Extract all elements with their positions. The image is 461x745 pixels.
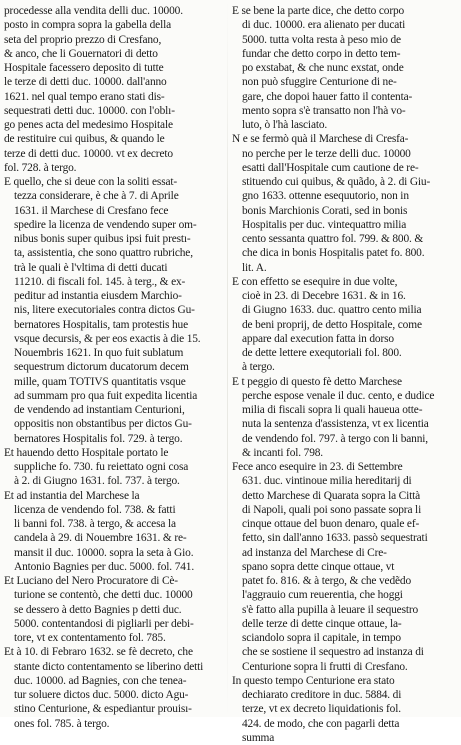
text-line: cinque ottaue del buon denaro, quale ef- bbox=[242, 518, 420, 530]
text-line: nibus bonis super quibus ipsi fuit prestı- bbox=[14, 233, 191, 245]
text-line: E con effetto se esequire in due volte, bbox=[232, 275, 398, 288]
text-column-left bbox=[4, 4, 224, 731]
text-line: mille, quam TOTIVS quantitatis vsque bbox=[14, 375, 186, 388]
text-line: fol. 728. à tergo. bbox=[4, 161, 77, 174]
text-line: delle terze di dette cinque ottaue, la- bbox=[242, 617, 402, 630]
text-line: seta del proprio prezzo di Cresfano, bbox=[4, 33, 162, 46]
text-line: & anco, che li Gouernatori di detto bbox=[4, 47, 158, 60]
text-line: mansit il duc. 10000. sopra la seta à Gio. bbox=[14, 546, 194, 559]
text-line: tur soluere dictos duc. 5000. dicto Agu- bbox=[14, 689, 189, 701]
text-line: di duc. 10000. era alienato per ducati bbox=[242, 19, 406, 32]
text-line: bernatores Hospitalis fol. 729. à tergo. bbox=[14, 432, 183, 445]
text-line: vsque decursis, & per eos exactis à die 15. bbox=[14, 332, 201, 345]
text-line: milia di fiscali sopra li quali haueua otte- bbox=[242, 404, 423, 416]
text-line: ones fol. 785. à tergo. bbox=[14, 717, 110, 730]
text-line: nuta la sentenza d'assistenza, vt ex licentia bbox=[242, 418, 429, 431]
text-line: tezza considerare, è che à 7. di Aprile bbox=[14, 190, 179, 203]
text-line: 11210. di fiscali fol. 145. à terg., & ex- bbox=[14, 275, 186, 288]
text-line: Et Luciano del Nero Procuratore di Cè- bbox=[4, 575, 178, 587]
text-line: po exstabat, & che nunc exstat, onde bbox=[242, 62, 404, 74]
text-line: cento sessanta quattro fol. 799. & 800. & bbox=[242, 233, 424, 245]
text-line: terze di detti duc. 10000. vt ex decreto bbox=[4, 147, 173, 160]
text-line: sequestrum dictorum ducatorum decem bbox=[14, 361, 189, 374]
text-line: Et à 10. di Febraro 1632. se fè decreto, che bbox=[4, 646, 193, 659]
text-line: lit. A. bbox=[242, 261, 267, 274]
text-column-right bbox=[232, 4, 458, 745]
text-line: luto, ò l'hà lasciato. bbox=[242, 119, 328, 131]
text-line: spedire la licenza de vendendo super om- bbox=[14, 218, 197, 231]
text-line: Et ad instantia del Marchese la bbox=[4, 489, 140, 502]
text-line: dechiarato creditore in duc. 5884. di bbox=[242, 689, 402, 701]
text-line: gare, che dopoi hauer fatto il contenta- bbox=[242, 90, 413, 103]
text-line: à 2. di Giugno 1631. fol. 737. à tergo. bbox=[14, 475, 180, 488]
text-line: terze, vt ex decreto liquidationis fol. bbox=[242, 703, 401, 716]
text-line: che se sostiene il sequestro ad instanza di bbox=[242, 646, 424, 659]
text-line: fundar che detto corpo in detto tem- bbox=[242, 47, 401, 60]
text-line: non può sfuggire Centurione di ne- bbox=[242, 76, 397, 89]
text-line: 5000. contentandosi di pigliarli per debi- bbox=[14, 617, 194, 630]
text-line: nis, litere executoriales contra dictos Gu- bbox=[14, 304, 195, 317]
column-gutter bbox=[227, 0, 228, 717]
text-line: appare dal execution fatta in dorso bbox=[242, 332, 394, 345]
text-line: turione se contentò, che detti duc. 10000 bbox=[14, 589, 193, 602]
text-line: 424. de modo, che con pagarli detta bbox=[242, 717, 400, 730]
text-line: bernatores Hospitalis, tam protestis hue bbox=[14, 318, 188, 331]
text-line: trà le quali è l'vltima di detti ducati bbox=[14, 261, 168, 274]
text-line: no perche per le terze delli duc. 10000 bbox=[242, 147, 411, 160]
text-line: à tergo. bbox=[242, 361, 275, 374]
text-line: procedesse alla vendita delli duc. 10000. bbox=[4, 5, 183, 17]
text-line: esatti dall'Hospitale cum cautione de re- bbox=[242, 161, 419, 174]
text-line: N e se fermò quà il Marchese di Cresfa- bbox=[232, 133, 409, 146]
text-line: de vendendo fol. 797. à tergo con li banni, bbox=[242, 432, 428, 445]
text-line: Antonio Bagnies per duc. 5000. fol. 741. bbox=[14, 560, 195, 573]
text-line: & incanti fol. 798. bbox=[242, 446, 323, 459]
text-line: li banni fol. 738. à tergo, & accesa la bbox=[14, 518, 176, 530]
text-line: detto Marchese di Quarata sopra la Città bbox=[242, 489, 421, 502]
text-line: tore, vt ex contentamento fol. 785. bbox=[14, 632, 166, 644]
text-line: peditur ad instantia eiusdem Marchio- bbox=[14, 290, 182, 302]
text-line: spano sopra dette cinque ottaue, vt bbox=[242, 560, 395, 573]
text-line: ad summam pro qua fuit expedita licentia bbox=[14, 389, 198, 402]
text-line: fetto, sin dall'anno 1633. passò sequestrati bbox=[242, 532, 428, 545]
text-line: perche espose venale il duc. cento, e dudice bbox=[242, 389, 435, 402]
text-line: gno 1633. ottenne esequutorio, non in bbox=[242, 190, 409, 203]
text-line: stino Centurione, & espediantur prouisı- bbox=[14, 703, 192, 716]
text-line: sequestrati detti duc. 10000. con l'oblı- bbox=[4, 104, 175, 117]
text-line: de vendendo ad instantiam Centurioni, bbox=[14, 404, 185, 416]
text-line: Hospitalis per duc. vintequattro milia bbox=[242, 218, 407, 231]
text-line: duc. 10000. ad Bagnies, con che tenea- bbox=[14, 674, 187, 687]
text-line: sciandolo sopra il capitale, in tempo bbox=[242, 632, 401, 644]
text-line: E se bene la parte dice, che detto corpo bbox=[232, 5, 405, 17]
text-line: 631. duc. vintinoue milia hereditarij di bbox=[242, 475, 412, 488]
text-line: 1621. nel qual tempo erano stati dis- bbox=[4, 90, 165, 103]
text-line: patet fo. 816. & à tergo, & che vedẽdo bbox=[242, 575, 412, 587]
text-line: Et hauendo detto Hospitale portato le bbox=[4, 446, 169, 459]
text-line: cioè in 23. di Decebre 1631. & in 16. bbox=[242, 290, 406, 302]
text-line: Hospitale facessero deposito di tutte bbox=[4, 62, 164, 74]
text-line: 1631. il Marchese di Cresfano fece bbox=[14, 204, 169, 217]
text-line: go penes acta del medesimo Hospitale bbox=[4, 119, 173, 131]
text-line: stituendo cui quibus, & quãdo, à 2. di Giu- bbox=[242, 176, 431, 188]
text-line: licenza de vendendo fol. 738. & fatti bbox=[14, 503, 176, 516]
text-line: 5000. tutta volta resta à peso mio de bbox=[242, 33, 401, 46]
text-line: oppositis non obstantibus per dictos Gu- bbox=[14, 418, 192, 431]
text-line: Fece anco esequire in 23. di Settembre bbox=[232, 461, 403, 473]
text-line: In questo tempo Centurione era stato bbox=[232, 674, 395, 687]
text-line: ad instanza del Marchese di Cre- bbox=[242, 546, 387, 559]
text-line: se dessero à detto Bagnies p detti duc. bbox=[14, 603, 182, 616]
text-line: Nouembris 1621. In quo fuit sublatum bbox=[14, 347, 184, 359]
text-line: posto in compra sopra la gabella della bbox=[4, 19, 172, 32]
text-line: suppliche fo. 730. fu reiettato ogni cosa bbox=[14, 461, 189, 473]
text-line: s'è fatto alla pupilla à leuare il sequestro bbox=[242, 603, 419, 616]
text-line: de beni proprij, de detto Hospitale, come bbox=[242, 318, 422, 331]
text-line: di Napoli, quali poi sono passate sopra li bbox=[242, 503, 422, 516]
text-line: de dette lettere exequtoriali fol. 800. bbox=[242, 347, 402, 359]
text-line: mento sopra s'è transatto non l'hà vo- bbox=[242, 104, 406, 117]
text-line: E t peggio di questo fè detto Marchese bbox=[232, 375, 402, 388]
text-line: Centurione sopra li frutti di Cresfano. bbox=[242, 660, 408, 673]
text-line: stante dicto contentamento se liberino detti bbox=[14, 660, 204, 673]
text-line: che dica in bonis Hospitalis patet fo. 800. bbox=[242, 247, 425, 260]
text-line: summa bbox=[242, 731, 275, 744]
text-line: E quello, che si deue con la soliti essat- bbox=[4, 176, 178, 188]
text-line: de restituire cui quibus, & quando le bbox=[4, 133, 165, 146]
text-line: l'aggrauio cum reuerentia, che hoggi bbox=[242, 589, 403, 602]
text-line: ta, assistentia, che sono quattro rubriche, bbox=[14, 247, 193, 260]
text-line: di Giugno 1633. duc. quattro cento milia bbox=[242, 304, 422, 317]
text-line: le terze di detti duc. 10000. dall'anno bbox=[4, 76, 167, 89]
text-line: candela à 29. di Nouembre 1631. & re- bbox=[14, 532, 187, 545]
text-line: bonis Marchionis Corati, sed in bonis bbox=[242, 204, 408, 217]
